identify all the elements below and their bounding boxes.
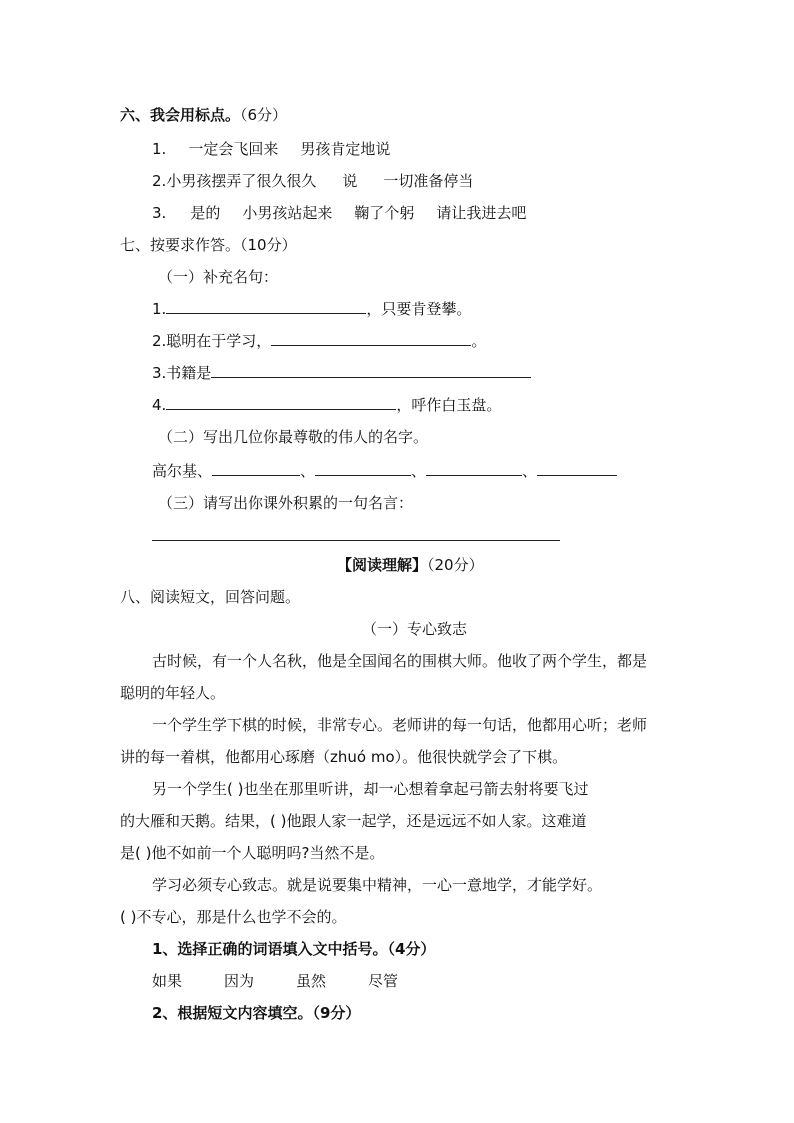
quote-prefix: 3.书籍是 [152, 364, 212, 382]
section6-score: （6分） [240, 106, 288, 124]
section7-title: 七、按要求作答。（10分） [120, 236, 297, 254]
passage-line: 另一个学生( )也坐在那里听讲，却一心想着拿起弓箭去射将要飞过 [152, 780, 589, 798]
word-option: 因为 [224, 972, 255, 990]
question-1-title: 1、选择正确的词语填入文中括号。（4分） [152, 940, 436, 958]
item-part: 鞠了个躬 [354, 204, 415, 222]
section8-title: 八、阅读短文，回答问题。 [120, 588, 301, 606]
answer-blank[interactable] [211, 363, 531, 378]
quote-question-3 [152, 362, 531, 384]
quote-prefix: 2.聪明在于学习， [152, 332, 272, 350]
quote-question-2 [152, 330, 486, 352]
answer-blank[interactable] [315, 461, 411, 476]
answer-blank[interactable] [537, 461, 617, 476]
word-option: 如果 [152, 972, 183, 990]
answer-line[interactable] [152, 540, 560, 541]
item-number: 3. [152, 204, 167, 222]
part1-heading: （一）补充名句： [158, 268, 279, 286]
separator: 、 [522, 462, 538, 480]
section6-title: 六、我会用标点。 [120, 106, 241, 124]
first-name: 高尔基、 [152, 462, 213, 480]
reading-heading [337, 554, 484, 576]
item-part: 小男孩摆弄了很久很久 [166, 172, 317, 190]
passage-line: 学习必须专心致志。就是说要集中精神，一心一意地学，才能学好。 [152, 876, 603, 894]
part2-heading: （二）写出几位你最尊敬的伟人的名字。 [158, 428, 429, 446]
quote-number: 4. [152, 396, 167, 414]
question-2-title: 2、根据短文内容填空。（9分） [152, 1004, 361, 1022]
item-part: 一定会飞回来 [188, 140, 279, 158]
answer-blank[interactable] [271, 331, 471, 346]
section6-heading [120, 104, 287, 126]
passage-line: 的大雁和天鹅。结果，( )他跟人家一起学，还是远远不如人家。这难道 [120, 812, 587, 830]
passage-line: 古时候，有一个人名秋，他是全国闻名的围棋大师。他收了两个学生，都是 [152, 652, 648, 670]
word-option: 虽然 [296, 972, 327, 990]
answer-blank[interactable] [166, 299, 366, 314]
quote-question-1 [152, 298, 471, 320]
separator: 、 [411, 462, 427, 480]
passage-line: 一个学生学下棋的时候，非常专心。老师讲的每一句话，他都用心听；老师 [152, 716, 648, 734]
quote-suffix: 。 [471, 332, 487, 350]
quote-suffix: ，呼作白玉盘。 [396, 396, 502, 414]
answer-blank[interactable] [166, 395, 396, 410]
item-part: 说 [342, 172, 358, 190]
section6-item-1 [152, 138, 390, 160]
item-number: 2. [152, 172, 167, 190]
quote-suffix: ，只要肯登攀。 [366, 300, 472, 318]
item-part: 是的 [190, 204, 221, 222]
item-number: 1. [152, 140, 167, 158]
separator: 、 [300, 462, 316, 480]
answer-blank[interactable] [426, 461, 522, 476]
names-line [152, 460, 617, 482]
part3-heading: （三）请写出你课外积累的一句名言： [158, 494, 414, 512]
reading-heading-bracket: 【阅读理解】 [337, 556, 428, 574]
item-part: 小男孩站起来 [242, 204, 333, 222]
section6-item-3 [152, 202, 526, 224]
reading-heading-score: （20分） [427, 556, 484, 574]
word-option: 尽管 [368, 972, 399, 990]
passage-line: 讲的每一着棋，他都用心琢磨（zhuó mo）。他很快就学会了下棋。 [120, 748, 568, 766]
item-part: 一切准备停当 [383, 172, 474, 190]
section6-item-2 [152, 170, 473, 192]
passage-title: （一）专心致志 [362, 620, 468, 638]
word-options [152, 970, 398, 992]
passage-line: 聪明的年轻人。 [120, 684, 226, 702]
quote-question-4 [152, 394, 501, 416]
item-part: 请让我进去吧 [436, 204, 527, 222]
passage-line: 是( )他不如前一个人聪明吗?当然不是。 [120, 844, 385, 862]
quote-number: 1. [152, 300, 167, 318]
item-part: 男孩肯定地说 [300, 140, 391, 158]
passage-line: ( )不专心，那是什么也学不会的。 [120, 908, 347, 926]
answer-blank[interactable] [212, 461, 300, 476]
